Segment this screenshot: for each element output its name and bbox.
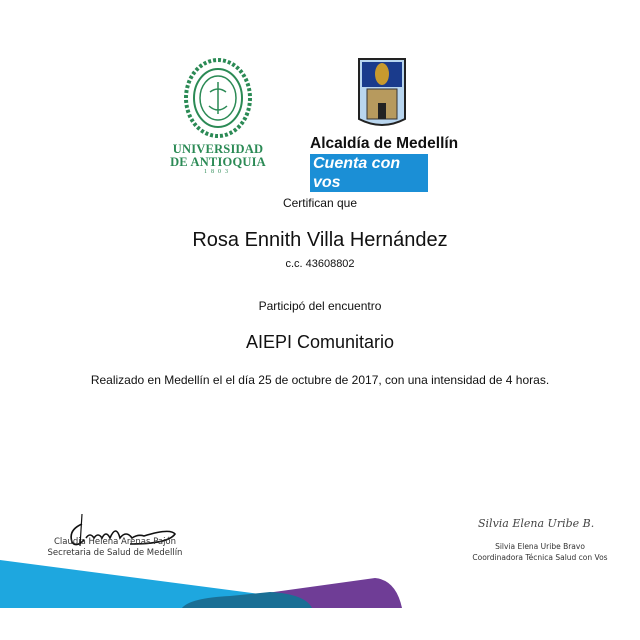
- event-details: Realizado en Medellín el el día 25 de octubre de 2017, con una intensidad de 4 horas.: [90, 373, 550, 387]
- alcaldia-slogan: Cuenta con vos: [310, 154, 428, 192]
- university-year: 1803: [204, 169, 232, 175]
- university-name-line1: UNIVERSIDAD: [172, 142, 264, 156]
- right-signer-title: Coordinadora Técnica Salud con Vos: [472, 553, 608, 562]
- left-signer-name: Claudia Helena Arenas Pajón: [53, 537, 177, 547]
- id-number: c.c. 43608802: [285, 258, 355, 270]
- university-name-line2: DE ANTIOQUIA: [170, 155, 266, 169]
- recipient-name: Rosa Ennith Villa Hernández: [192, 229, 448, 251]
- alcaldia-title: Alcaldía de Medellín: [310, 135, 459, 152]
- certify-text: Certifican que: [282, 196, 358, 210]
- left-signer-title: Secretaria de Salud de Medellín: [47, 548, 183, 558]
- participated-text: Participó del encuentro: [258, 299, 382, 313]
- event-name: AIEPI Comunitario: [245, 332, 395, 352]
- right-signer-name: Silvia Elena Uribe Bravo: [495, 542, 585, 551]
- right-signature-script: Silvia Elena Uribe B.: [478, 517, 595, 530]
